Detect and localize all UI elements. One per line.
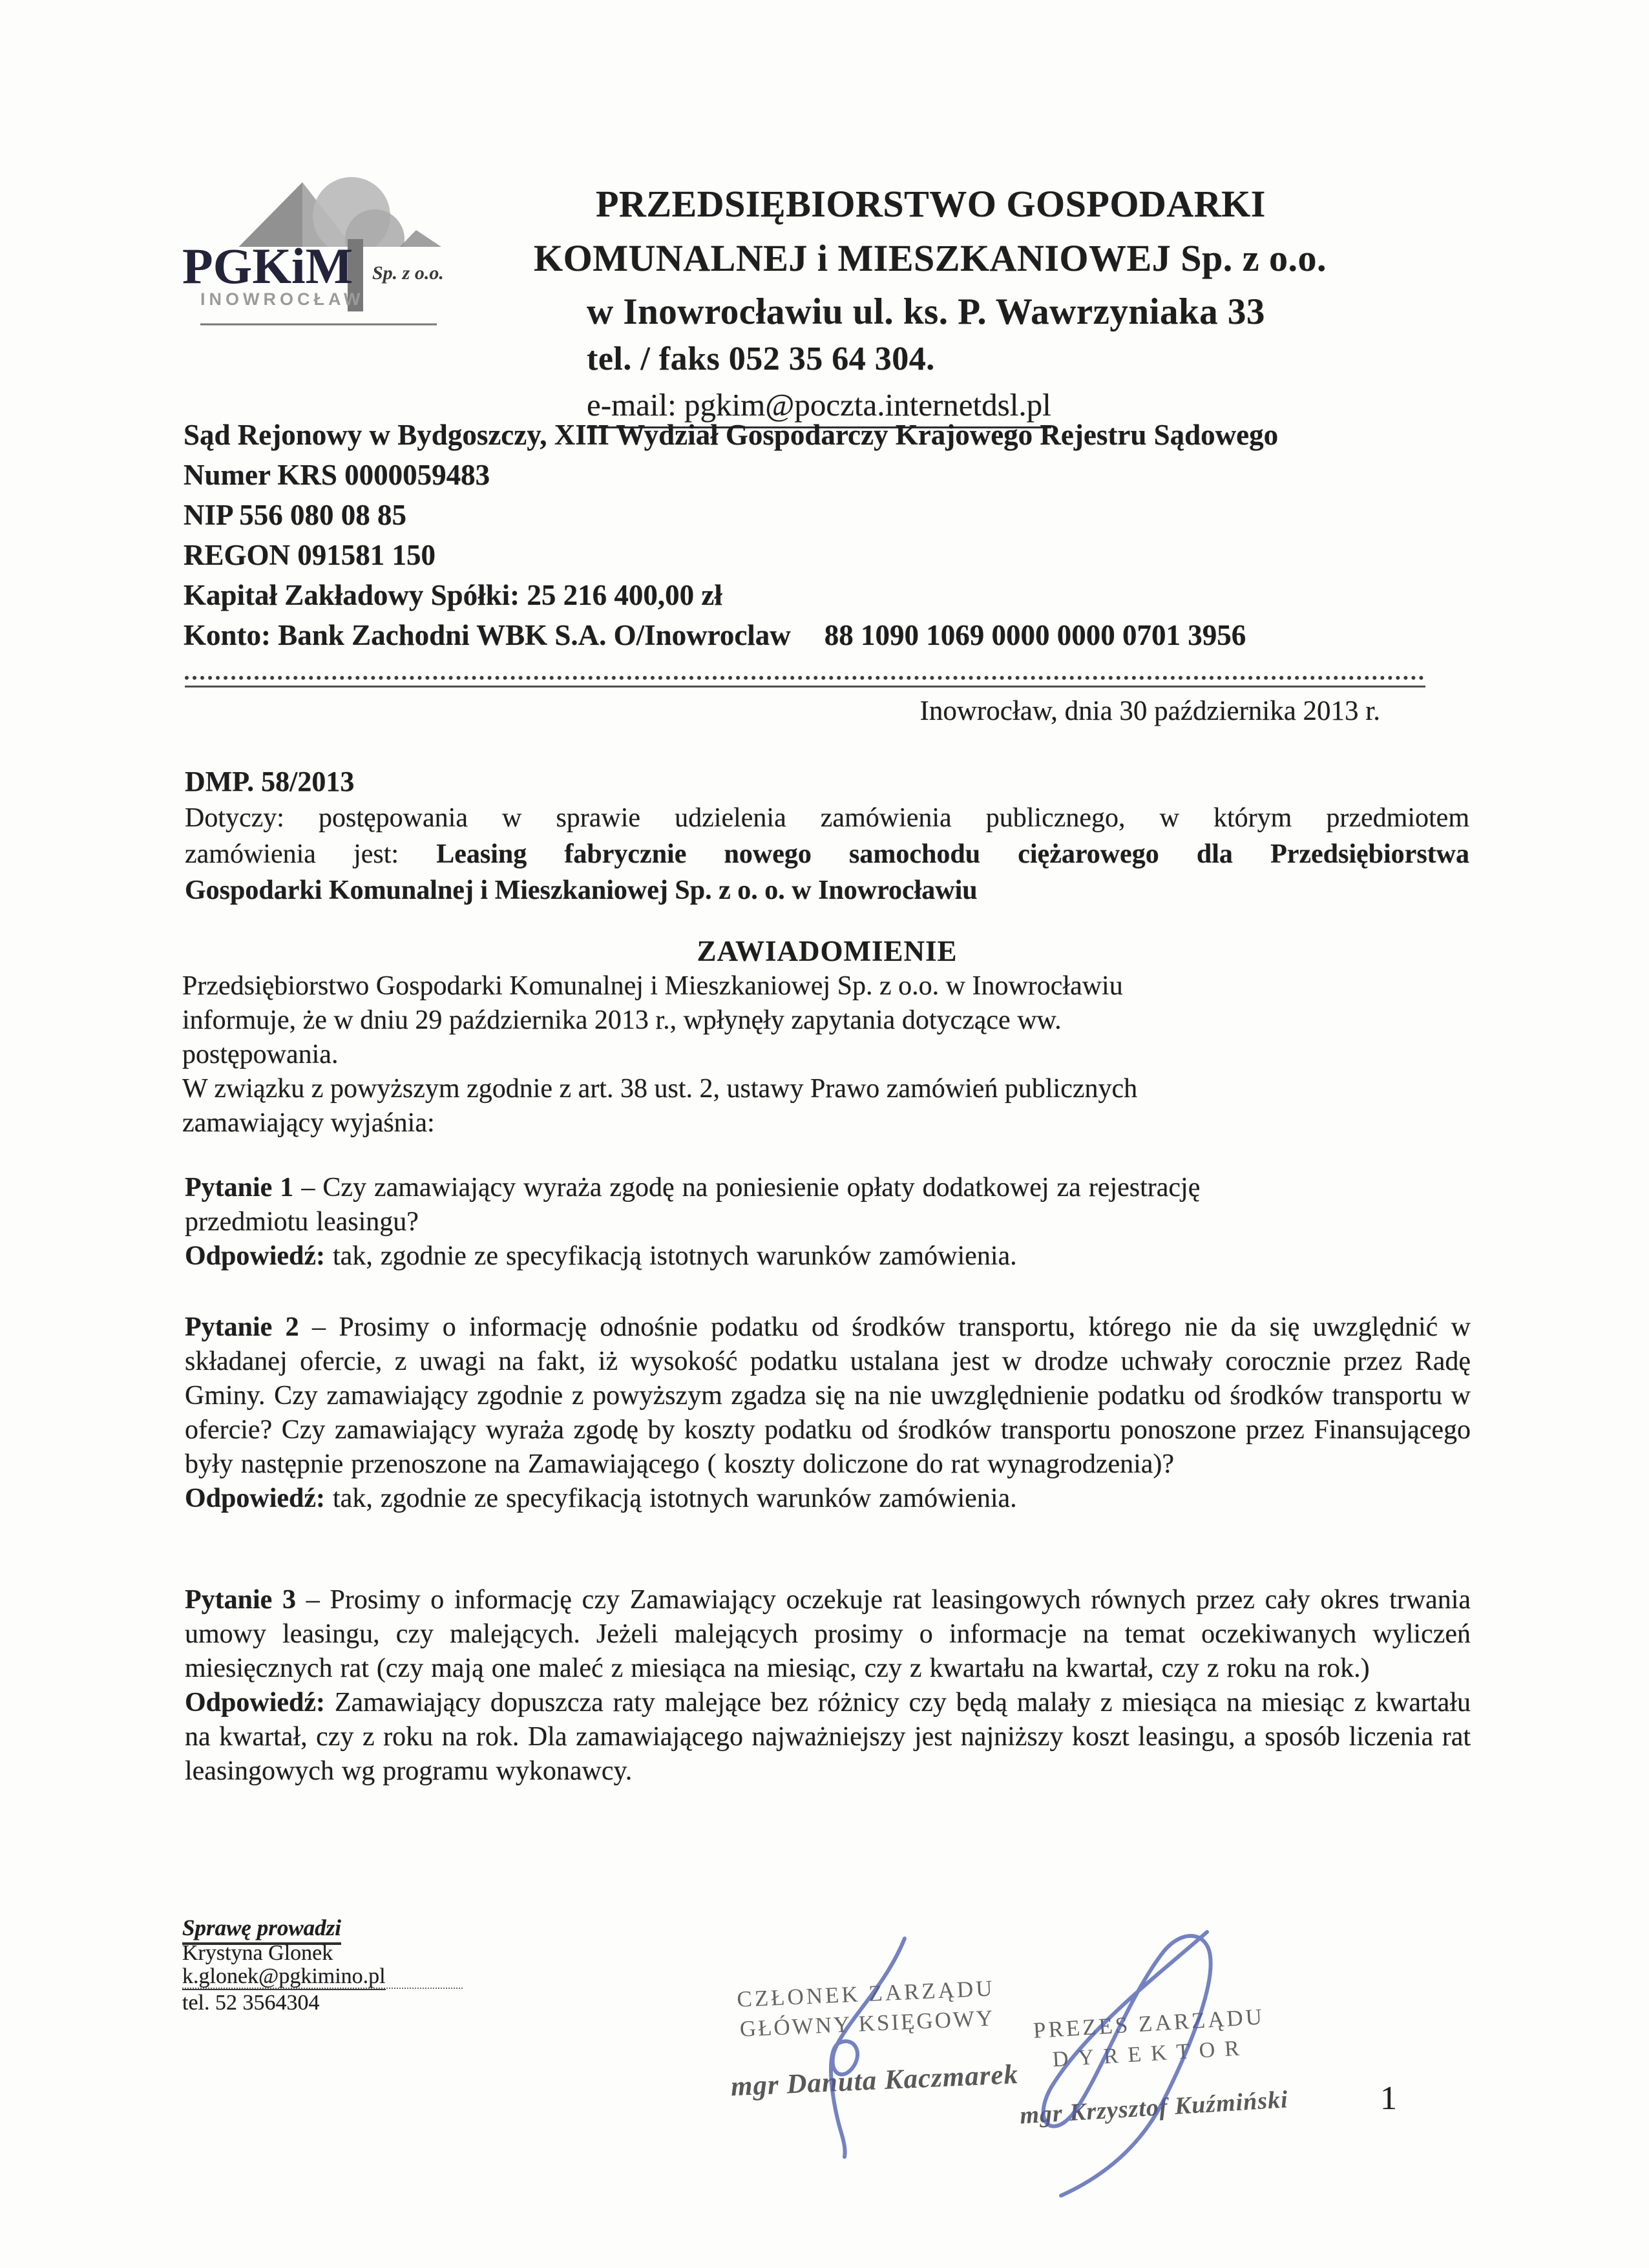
regon-number: REGON 091581 150	[184, 539, 436, 571]
nip-number: NIP 556 080 08 85	[184, 499, 407, 531]
answer-1-text	[185, 1239, 1471, 1274]
krs-number: Numer KRS 0000059483	[184, 459, 490, 491]
subject-line-1: Dotyczy: postępowania w sprawie udzielenia zamówienia publicznego, w którym przedmiotem	[185, 803, 1469, 833]
letterhead-phone: tel. / faks 052 35 64 304.	[587, 341, 935, 377]
letterhead-line-1: PRZEDSIĘBIORSTWO GOSPODARKI	[596, 183, 1266, 225]
registry-court-line: Sąd Rejonowy w Bydgoszczy, XIII Wydział Gospodarczy Krajowego Rejestru Sądowego	[184, 419, 1279, 451]
page-number: 1	[1380, 2080, 1397, 2117]
case-handler-phone: tel. 52 3564304	[182, 1991, 320, 2015]
answer-1-label: Odpowiedź:	[185, 1241, 326, 1271]
question-1-line2: przedmiotu leasingu?	[185, 1207, 419, 1237]
answer-3-label: Odpowiedź:	[185, 1688, 326, 1717]
dotted-separator	[185, 676, 1424, 680]
company-registry-info	[184, 415, 1278, 655]
email-dotted-underline	[182, 1988, 463, 1989]
question-3-label: Pytanie 3	[185, 1585, 297, 1615]
logo-title: PGKiM	[182, 238, 353, 294]
question-1-label: Pytanie 1	[185, 1173, 294, 1202]
subject-line-2	[185, 836, 1469, 872]
reference-number: DMP. 58/2013	[185, 766, 355, 797]
bank-account-number: 88 1090 1069 0000 0000 0701 3956	[824, 619, 1246, 651]
capital-line: Kapitał Zakładowy Spółki: 25 216 400,00 zł	[184, 579, 722, 611]
stamp-left-name: mgr Danuta Kaczmarek	[730, 2059, 1019, 2103]
answer-3-body: Zamawiający dopuszcza raty malejące bez różnicy czy będą malały z miesiąca na miesiąc z kwartału na kwartał, czy z roku na rok. Dla zamawiającego najważniejszy jest najniższy koszt leasingu, a sposób liczenia rat leasingowych wg programu wykonawcy.	[185, 1688, 1471, 1786]
question-3-body: – Prosimy o informację czy Zamawiający oczekuje rat leasingowych równych przez cały okres trwania umowy leasingu, czy malejących. Jeżeli malejących prosimy o informacje na temat oczekiwanych wyliczeń miesięcznych rat (czy mają one maleć z miesiąca na miesiąc, czy z kwartału na kwartał, czy z roku na rok.)	[185, 1585, 1471, 1683]
subject-line-3: Gospodarki Komunalnej i Mieszkaniowej Sp. z o. o. w Inowrocławiu	[185, 876, 978, 905]
question-3-text	[185, 1583, 1471, 1686]
answer-2-text	[185, 1482, 1471, 1516]
solid-separator	[185, 686, 1425, 688]
letterhead-line-2: KOMUNALNEJ i MIESZKANIOWEJ Sp. z o.o.	[534, 237, 1327, 279]
answer-3-text	[185, 1686, 1471, 1789]
subject-paragraph	[185, 800, 1469, 908]
stamp-right-line-2: DYREKTOR	[1051, 2035, 1250, 2072]
question-1-text	[185, 1171, 1471, 1239]
logo-city: INOWROCŁAW	[200, 289, 364, 309]
letterhead-address: w Inowrocławiu ul. ks. P. Wawrzyniaka 33	[587, 291, 1265, 332]
answer-2-body: tak, zgodnie ze specyfikacją istotnych warunków zamówienia.	[325, 1484, 1017, 1513]
subject-line-2-prefix: zamówienia jest:	[185, 839, 437, 869]
dateline: Inowrocław, dnia 30 października 2013 r.	[919, 696, 1380, 726]
stamp-left-line-1: CZŁONEK ZARZĄDU	[736, 1975, 996, 2012]
question-2-block	[185, 1310, 1471, 1516]
answer-2-label: Odpowiedź:	[185, 1484, 326, 1513]
question-3-block	[185, 1583, 1471, 1789]
question-2-text	[185, 1310, 1471, 1482]
stamp-left-line-2: GŁÓWNY KSIĘGOWY	[739, 2005, 995, 2042]
stamp-right-line-1: PREZES ZARZĄDU	[1032, 2004, 1265, 2044]
stamp-right-name: mgr Krzysztof Kuźmiński	[1019, 2086, 1289, 2130]
case-handler-heading: Sprawę prowadzi	[182, 1915, 341, 1945]
letterhead-email: e-mail: pgkim@poczta.internetdsl.pl	[587, 386, 1051, 428]
answer-1-body: tak, zgodnie ze specyfikacją istotnych warunków zamówienia.	[325, 1241, 1017, 1271]
case-handler-email: k.glonek@pgkimino.pl	[182, 1964, 386, 1990]
stamp-president-director	[1006, 2002, 1297, 2131]
question-1-line1: – Czy zamawiający wyraża zgodę na poniesienie opłaty dodatkowej za rejestrację	[293, 1173, 1201, 1202]
question-1-block	[185, 1171, 1471, 1274]
case-handler-email-line	[182, 1964, 386, 1989]
notice-paragraph: Przedsiębiorstwo Gospodarki Komunalnej i Mieszkaniowej Sp. z o.o. w Inowrocławiu informuje, że w dniu 29 października 2013 r., wpłynęły zapytania dotyczące ww. postępowania. W związku z powyższym zgodnie z art. 38 ust. 2, ustawy Prawo zamówień publicznych zamawiający wyjaśnia:	[182, 971, 1138, 1138]
logo-suffix: Sp. z o.o.	[372, 262, 444, 284]
question-2-body: – Prosimy o informację odnośnie podatku od środków transportu, którego nie da się uwzględnić w składanej ofercie, z uwagi na fakt, iż wysokość podatku ustalana jest w drodze uchwały corocznie przez Radę Gminy. Czy zamawiający zgodnie z powyższym zgadza się na nie uwzględnienie podatku od środków transportu w ofercie? Czy zamawiający wyraża zgodę by koszty podatku od środków transportu ponoszone przez Finansującego były następnie przenoszone na Zamawiającego ( koszty doliczone do rat wynagrodzenia)?	[185, 1312, 1471, 1479]
subject-line-2-bold: Leasing fabrycznie nowego samochodu ciężarowego dla Przedsiębiorstwa	[436, 839, 1469, 869]
case-handler-name: Krystyna Glonek	[182, 1941, 333, 1965]
notice-title: ZAWIADOMIENIE	[697, 935, 958, 967]
question-2-label: Pytanie 2	[185, 1312, 299, 1342]
company-logo	[178, 174, 483, 328]
stamp-chief-accountant	[726, 1975, 1019, 2103]
bank-account-line	[184, 615, 1278, 655]
bank-account-label: Konto: Bank Zachodni WBK S.A. O/Inowroclaw	[184, 619, 791, 651]
